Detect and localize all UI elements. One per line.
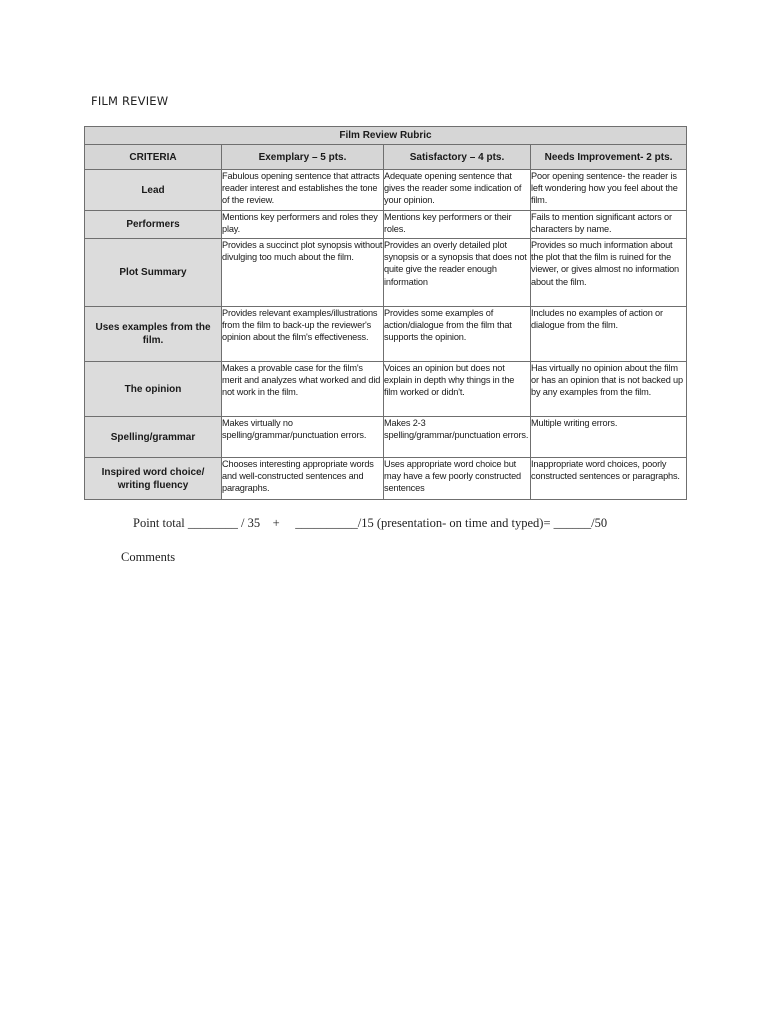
header-satisfactory: Satisfactory – 4 pts. xyxy=(384,145,531,170)
satisfactory-cell: Provides an overly detailed plot synopsis or a synopsis that does not quite give the reader enough information xyxy=(384,239,531,307)
needs-improvement-cell: Poor opening sentence- the reader is left wondering how you feel about the film. xyxy=(531,170,687,211)
table-row xyxy=(85,211,687,239)
satisfactory-cell: Provides some examples of action/dialogue from the film that supports the opinion. xyxy=(384,307,531,362)
satisfactory-cell: Voices an opinion but does not explain in depth why things in the film worked or didn't. xyxy=(384,362,531,417)
table-row xyxy=(85,417,687,458)
table-row xyxy=(85,239,687,307)
needs-improvement-cell: Multiple writing errors. xyxy=(531,417,687,458)
criteria-cell: Spelling/grammar xyxy=(85,417,222,458)
criteria-cell: Performers xyxy=(85,211,222,239)
document-title: FILM REVIEW xyxy=(91,94,169,108)
exemplary-cell: Provides a succinct plot synopsis without divulging too much about the film. xyxy=(222,239,384,307)
exemplary-cell: Mentions key performers and roles they play. xyxy=(222,211,384,239)
table-row xyxy=(85,458,687,500)
needs-improvement-cell: Inappropriate word choices, poorly constructed sentences or paragraphs. xyxy=(531,458,687,500)
satisfactory-cell: Mentions key performers or their roles. xyxy=(384,211,531,239)
needs-improvement-cell: Provides so much information about the plot that the film is ruined for the viewer, or gives almost no information about the film. xyxy=(531,239,687,307)
exemplary-cell: Chooses interesting appropriate words and well-constructed sentences and paragraphs. xyxy=(222,458,384,500)
table-row xyxy=(85,362,687,417)
header-criteria: CRITERIA xyxy=(85,145,222,170)
criteria-cell: Plot Summary xyxy=(85,239,222,307)
criteria-cell: Inspired word choice/ writing fluency xyxy=(85,458,222,500)
rubric-header-row xyxy=(85,145,687,170)
needs-improvement-cell: Fails to mention significant actors or characters by name. xyxy=(531,211,687,239)
criteria-cell: Uses examples from the film. xyxy=(85,307,222,362)
exemplary-cell: Makes virtually no spelling/grammar/punctuation errors. xyxy=(222,417,384,458)
rubric-caption: Film Review Rubric xyxy=(85,127,687,145)
rubric-caption-row xyxy=(85,127,687,145)
exemplary-cell: Fabulous opening sentence that attracts reader interest and establishes the tone of the review. xyxy=(222,170,384,211)
needs-improvement-cell: Has virtually no opinion about the film or has an opinion that is not backed up by any examples from the film. xyxy=(531,362,687,417)
rubric-table xyxy=(84,126,687,500)
header-exemplary: Exemplary – 5 pts. xyxy=(222,145,384,170)
satisfactory-cell: Makes 2-3 spelling/grammar/punctuation errors. xyxy=(384,417,531,458)
table-row xyxy=(85,170,687,211)
criteria-cell: Lead xyxy=(85,170,222,211)
exemplary-cell: Makes a provable case for the film's merit and analyzes what worked and did not work in the film. xyxy=(222,362,384,417)
comments-label: Comments xyxy=(121,550,176,564)
needs-improvement-cell: Includes no examples of action or dialogue from the film. xyxy=(531,307,687,362)
exemplary-cell: Provides relevant examples/illustrations from the film to back-up the reviewer's opinion about the film's effectiveness. xyxy=(222,307,384,362)
point-total-line: Point total ________ / 35 + __________/15 (presentation- on time and typed)= ______/50 xyxy=(133,516,608,530)
satisfactory-cell: Adequate opening sentence that gives the reader some indication of your opinion. xyxy=(384,170,531,211)
satisfactory-cell: Uses appropriate word choice but may have a few poorly constructed sentences xyxy=(384,458,531,500)
header-needs-improvement: Needs Improvement- 2 pts. xyxy=(531,145,687,170)
table-row xyxy=(85,307,687,362)
criteria-cell: The opinion xyxy=(85,362,222,417)
